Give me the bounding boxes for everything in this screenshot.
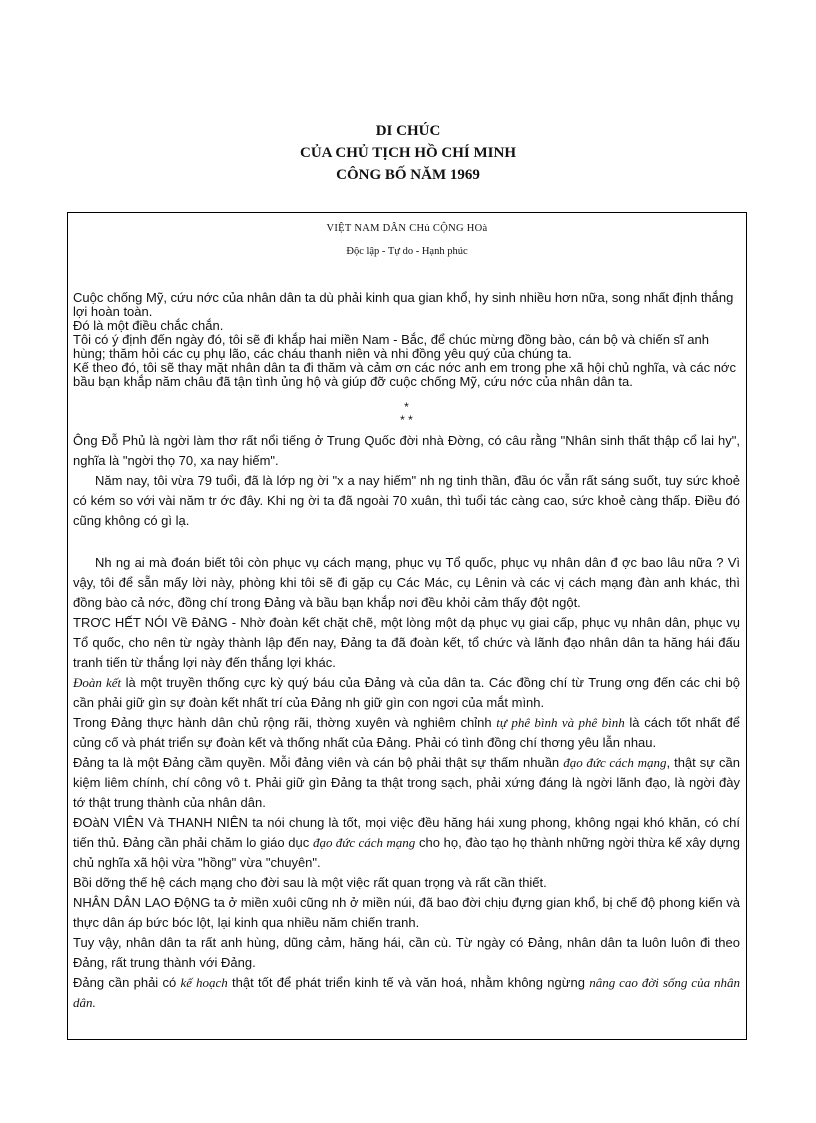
paragraph-8: TRƠC HẾT NÓI Về ĐảNG - Nhờ đoàn kết chặt chẽ, một lòng một dạ phục vụ giai cấp, phục vụ nhân dân, phục vụ Tổ quốc, cho nên từ ngày thành lập đến nay, Đảng ta đã đoàn kết, tổ chức và lãnh đạo nhân dân ta hăng hái đấu tranh tiến từ thắng lợi này đến thắng lợi khác.	[73, 615, 740, 670]
separator-star-2: * *	[400, 413, 413, 427]
paragraph-16-text-c: thật tốt để phát triển kinh tế và văn hoá, nhằm không ngừng	[227, 975, 590, 990]
emphasis-dao-duc: đạo đức cách mạng	[563, 755, 667, 770]
emphasis-phe-binh: tự phê bình và phê bình	[496, 715, 625, 730]
title-line-1: DI CHÚC	[375, 123, 441, 139]
motto-heading: Độc lập - Tự do - Hạnh phúc	[346, 246, 468, 257]
emphasis-nang-cao: nâng cao đời sống của nhân dân.	[73, 975, 741, 1010]
paragraph-1: Cuộc chống Mỹ, cứu nớc của nhân dân ta dù phải kinh qua gian khổ, hy sinh nhiều hơn nữa, song nhất định thắng lợi hoàn toàn.	[73, 290, 734, 319]
paragraph-10	[73, 713, 740, 753]
separator-star-1: *	[404, 400, 409, 414]
paragraph-16	[73, 973, 740, 1013]
paragraph-3: Tôi có ý định đến ngày đó, tôi sẽ đi khắp hai miền Nam - Bắc, để chúc mừng đồng bào, cán bộ và chiến sĩ anh hùng; thăm hỏi các cụ phụ lão, các cháu thanh niên và nhi đồng yêu quý của chúng ta.	[73, 332, 709, 361]
paragraph-15: Tuy vậy, nhân dân ta rất anh hùng, dũng cảm, hăng hái, cần cù. Từ ngày có Đảng, nhân dân ta luôn luôn đi theo Đảng, rất trung thành với Đảng.	[73, 935, 740, 970]
paragraph-5: Ông Đỗ Phủ là ngời làm thơ rất nổi tiếng ở Trung Quốc đời nhà Đờng, có câu rằng "Nhân sinh thất thập cổ lai hy", nghĩa là "ngời thọ 70, xa nay hiếm".	[73, 433, 740, 468]
paragraph-10-text-c: là cách tốt nhất để củng cố và phát triển sự đoàn kết và thống nhất của Đảng. Phải có tình đồng chí thơng yêu lẫn nhau.	[73, 715, 740, 750]
paragraph-4: Kế theo đó, tôi sẽ thay mặt nhân dân ta đi thăm và cảm ơn các nớc anh em trong phe xã hội chủ nghĩa, và các nớc bầu bạn khắp năm châu đã tận tình ủng hộ và giúp đỡ cuộc chống Mỹ, cứu nớc của nhân dân ta.	[73, 360, 736, 389]
document-title	[0, 120, 816, 186]
paragraph-2: Đó là một điều chắc chắn.	[73, 318, 224, 333]
paragraph-13: Bồi dỡng thế hệ cách mạng cho đời sau là một việc rất quan trọng và rất cần thiết.	[73, 875, 547, 890]
paragraph-9-text: là một truyền thống cực kỳ quý báu của Đảng và của dân ta. Các đồng chí từ Trung ơng đến các chi bộ cần phải giữ gìn sự đoàn kết nhất trí của Đảng nh giữ gìn con ngơi của mắt mình.	[73, 675, 741, 710]
emphasis-dao-duc-2: đạo đức cách mạng	[312, 835, 416, 850]
paragraph-11-text-a: Đảng ta là một Đảng cầm quyền. Mỗi đảng viên và cán bộ phải thật sự thấm nhuần	[73, 755, 564, 770]
paragraph-7: Nh ng ai mà đoán biết tôi còn phục vụ cách mạng, phục vụ Tổ quốc, phục vụ nhân dân đ ợc bao lâu nữa ? Vì vậy, tôi để sẵn mấy lời này, phòng khi tôi sẽ đi gặp cụ Các Mác, cụ Lênin và các vị cách mạng đàn anh khác, thì đồng bào cả nớc, đồng chí trong Đảng và bầu bạn khắp nơi đều khỏi cảm thấy đột ngột.	[73, 555, 740, 610]
paragraph-11-text-c: , thật sự cần kiệm liêm chính, chí công vô t. Phải giữ gìn Đảng ta thật trong sạch, phải xứng đáng là ngời lãnh đạo, là ngời đày tớ thật trung thành của nhân dân.	[73, 755, 740, 810]
paragraph-6: Năm nay, tôi vừa 79 tuổi, đã là lớp ng ời "x a nay hiếm" nh ng tinh thần, đầu óc vẫn rất sáng suốt, tuy sức khoẻ có kém so với vài năm tr ớc đây. Khi ng ời ta đã ngoài 70 xuân, thì tuổi tác càng cao, sức khoẻ càng thấp. Điều đó cũng không có gì lạ.	[73, 473, 740, 528]
emphasis-doan-ket: Đoàn kết	[73, 675, 122, 690]
paragraph-11	[73, 753, 740, 813]
paragraph-10-text-a: Trong Đảng thực hành dân chủ rộng rãi, thờng xuyên và nghiêm chỉnh	[73, 715, 497, 730]
title-line-3: CÔNG BỐ NĂM 1969	[336, 167, 480, 183]
testament-frame	[67, 212, 747, 1040]
paragraph-9	[73, 673, 740, 713]
paragraph-12-text-c: cho họ, đào tạo họ thành những ngời thừa kế xây dựng chủ nghĩa xã hội vừa "hồng" vừa "chuyên".	[73, 835, 741, 870]
paragraph-12	[73, 813, 740, 873]
emphasis-ke-hoach: kế hoạch	[180, 975, 228, 990]
country-heading: VIỆT NAM DÂN CHủ CỘNG HOà	[326, 223, 488, 234]
paragraph-12-text-a: ĐOàN VIÊN Và THANH NIÊN ta nói chung là tốt, mọi việc đều hăng hái xung phong, không ngại khó khăn, có chí tiến thủ. Đảng cần phải chăm lo giáo dục	[73, 815, 740, 850]
title-line-2: CỦA CHỦ TỊCH HỒ CHÍ MINH	[300, 145, 516, 161]
paragraph-14: NHÂN DÂN LAO ĐộNG ta ở miền xuôi cũng nh ở miền núi, đã bao đời chịu đựng gian khổ, bị chế độ phong kiến và thực dân áp bức bóc lột, lại kinh qua nhiều năm chiến tranh.	[73, 895, 740, 930]
paragraph-16-text-a: Đảng cần phải có	[73, 975, 181, 990]
testament-body	[73, 291, 740, 1013]
